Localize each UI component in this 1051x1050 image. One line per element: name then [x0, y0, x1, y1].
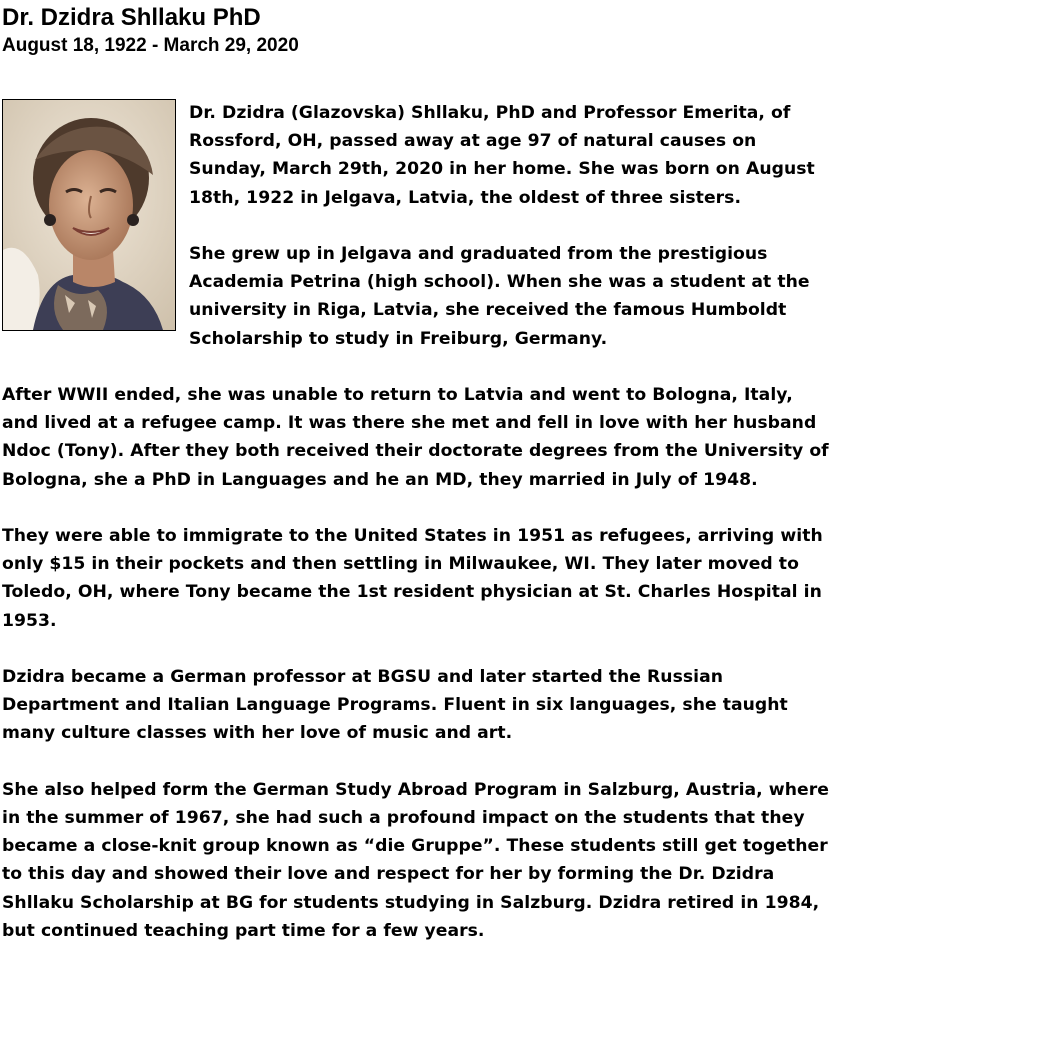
portrait-photo — [2, 99, 176, 331]
portrait-image — [3, 100, 175, 330]
obituary-body — [2, 99, 832, 945]
obituary-page — [2, 3, 832, 945]
paragraph: Dzidra became a German professor at BGSU and later started the Russian Department and Italian Language Programs. Fluent in six languages, she taught many culture classes with her love of music and art. — [2, 667, 788, 744]
life-dates: August 18, 1922 - March 29, 2020 — [2, 35, 299, 56]
page-title: Dr. Dzidra Shllaku PhD — [2, 4, 261, 31]
paragraph: Dr. Dzidra (Glazovska) Shllaku, PhD and Professor Emerita, of Rossford, OH, passed away at age 97 of natural causes on Sunday, March 29th, 2020 in her home. She was born on August 18th, 1922 in Jelgava, Latvia, the oldest of three sisters. — [189, 103, 815, 208]
paragraph: After WWII ended, she was unable to return to Latvia and went to Bologna, Italy, and lived at a refugee camp. It was there she met and fell in love with her husband Ndoc (Tony). After they both received their doctorate degrees from the University of Bologna, she a PhD in Languages and he an MD, they married in July of 1948. — [2, 385, 829, 490]
paragraph: She grew up in Jelgava and graduated from the prestigious Academia Petrina (high school). When she was a student at the university in Riga, Latvia, she received the famous Humboldt Scholarship to study in Freiburg, Germany. — [189, 244, 810, 349]
paragraph: They were able to immigrate to the United States in 1951 as refugees, arriving with only $15 in their pockets and then settling in Milwaukee, WI. They later moved to Toledo, OH, where Tony became the 1st resident physician at St. Charles Hospital in 1953. — [2, 526, 823, 631]
paragraph: She also helped form the German Study Abroad Program in Salzburg, Austria, where in the summer of 1967, she had such a profound impact on the students that they became a close-knit group known as “die Gruppe”. These students still get together to this day and showed their love and respect for her by forming the Dr. Dzidra Shllaku Scholarship at BG for students studying in Salzburg. Dzidra retired in 1984, but continued teaching part time for a few years. — [2, 779, 829, 941]
